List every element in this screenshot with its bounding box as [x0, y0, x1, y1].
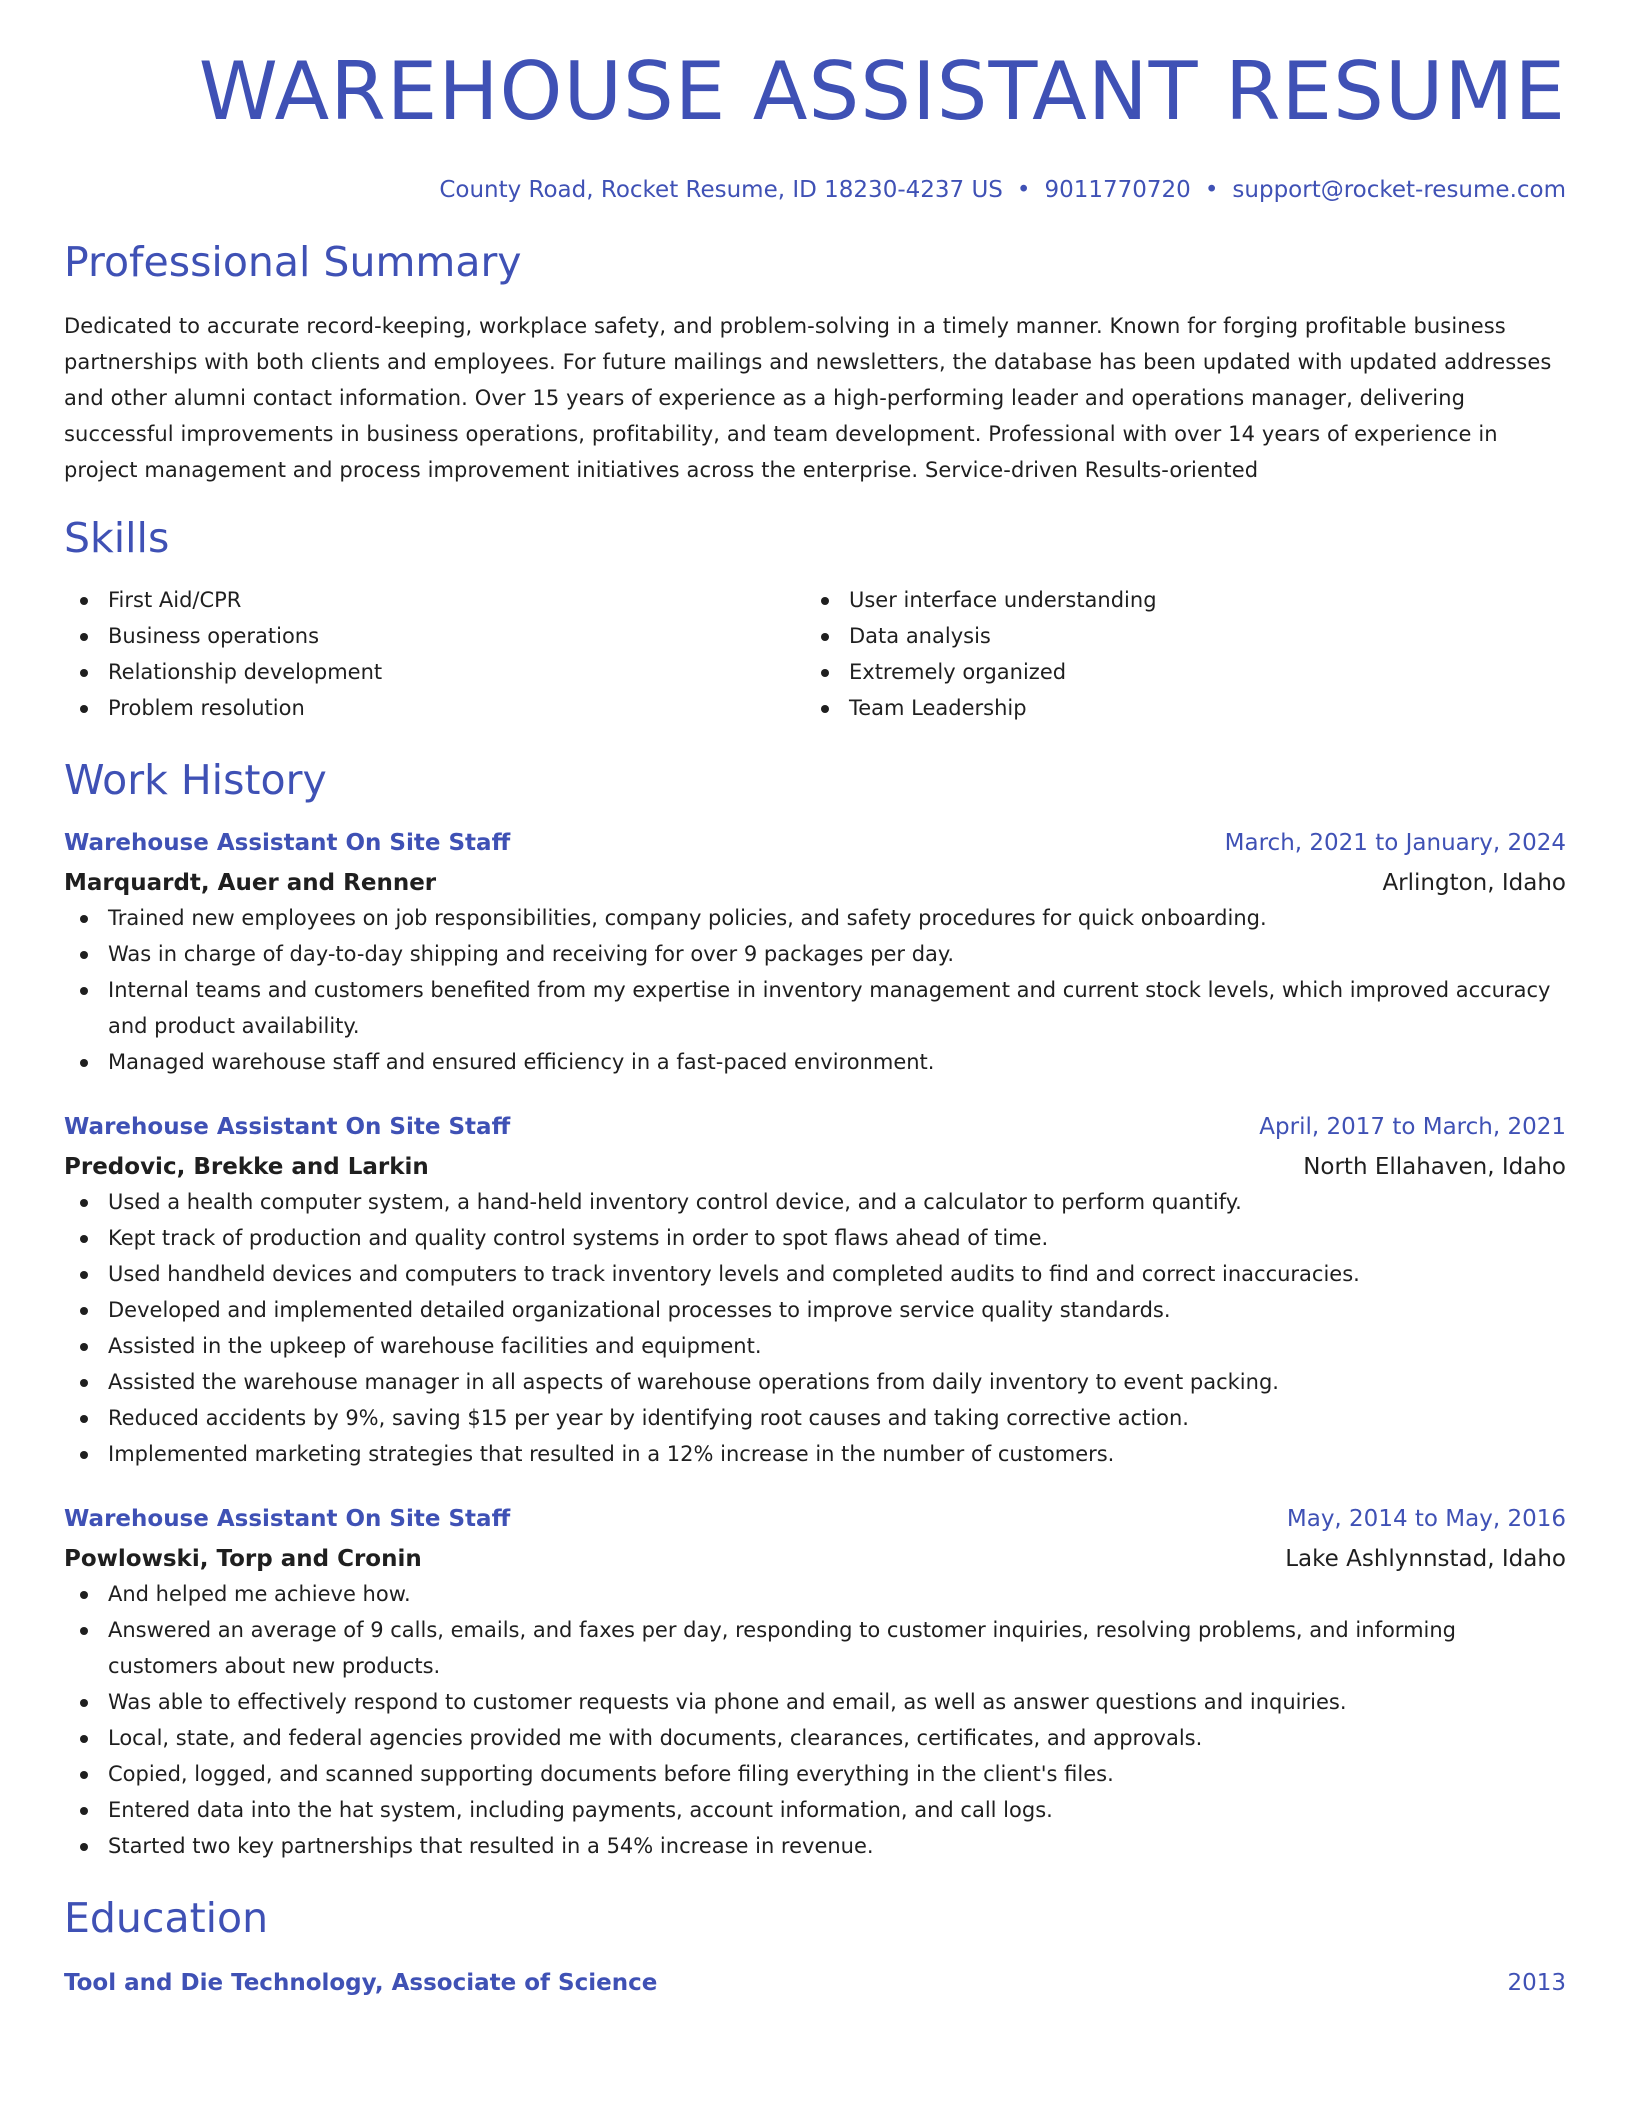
job-bullet: Answered an average of 9 calls, emails, and faxes per day, responding to customer inquiries, resolving problems, and informing customers about new products.	[64, 1612, 1566, 1684]
job-bullet: Was in charge of day-to-day shipping and receiving for over 9 packages per day.	[64, 936, 1566, 972]
contact-line	[64, 174, 1566, 206]
skill-item: Team Leadership	[805, 690, 1546, 726]
job-bullet: Implemented marketing strategies that resulted in a 12% increase in the number of customers.	[64, 1436, 1566, 1472]
job-bullet: Assisted the warehouse manager in all aspects of warehouse operations from daily inventory to event packing.	[64, 1364, 1566, 1400]
contact-email: support@rocket-resume.com	[1232, 177, 1566, 203]
job-title: Warehouse Assistant On Site Staff	[64, 1506, 511, 1532]
job-bullet: Internal teams and customers benefited from my expertise in inventory management and current stock levels, which improved accuracy and product availability.	[64, 972, 1566, 1044]
job-company: Powlowski, Torp and Cronin	[64, 1546, 422, 1572]
job-bullet: Developed and implemented detailed organizational processes to improve service quality standards.	[64, 1292, 1566, 1328]
skill-item: Data analysis	[805, 618, 1546, 654]
skills-list-right	[805, 582, 1546, 726]
job-bullet: Managed warehouse staff and ensured efficiency in a fast-paced environment.	[64, 1044, 1566, 1080]
skills-list-left	[64, 582, 805, 726]
job-bullet: Trained new employees on job responsibilities, company policies, and safety procedures for quick onboarding.	[64, 900, 1566, 936]
contact-phone: 9011770720	[1044, 177, 1191, 203]
contact-separator: •	[1016, 177, 1031, 203]
skill-item: Problem resolution	[64, 690, 805, 726]
job-entry	[64, 1502, 1566, 1864]
skill-item: Business operations	[64, 618, 805, 654]
resume-title: WAREHOUSE ASSISTANT RESUME	[198, 45, 1566, 138]
skills-grid	[64, 582, 1566, 726]
job-title: Warehouse Assistant On Site Staff	[64, 1114, 511, 1140]
job-bullet: Used a health computer system, a hand-held inventory control device, and a calculator to perform quantify.	[64, 1184, 1566, 1220]
contact-separator: •	[1204, 177, 1219, 203]
skill-item: First Aid/CPR	[64, 582, 805, 618]
job-entry	[64, 1110, 1566, 1472]
job-dates: April, 2017 to March, 2021	[1259, 1114, 1566, 1140]
job-entry	[64, 826, 1566, 1080]
job-bullets	[64, 1184, 1566, 1472]
work-history-heading: Work History	[64, 756, 327, 804]
job-bullets	[64, 1576, 1566, 1864]
job-company-row	[64, 1150, 1566, 1184]
job-company-row	[64, 866, 1566, 900]
education-year: 2013	[1507, 1970, 1566, 1996]
job-bullet: Entered data into the hat system, including payments, account information, and call logs.	[64, 1792, 1566, 1828]
job-bullet: Copied, logged, and scanned supporting documents before filing everything in the client's files.	[64, 1756, 1566, 1792]
job-dates: May, 2014 to May, 2016	[1286, 1506, 1566, 1532]
job-header-row	[64, 1110, 1566, 1144]
summary-heading: Professional Summary	[64, 238, 522, 286]
job-header-row	[64, 1502, 1566, 1536]
job-bullet: Started two key partnerships that resulted in a 54% increase in revenue.	[64, 1828, 1566, 1864]
education-heading: Education	[64, 1894, 269, 1942]
job-company-row	[64, 1542, 1566, 1576]
skill-item: Relationship development	[64, 654, 805, 690]
job-bullet: Used handheld devices and computers to track inventory levels and completed audits to find and correct inaccuracies.	[64, 1256, 1566, 1292]
education-entry	[64, 1966, 1566, 2000]
job-company: Predovic, Brekke and Larkin	[64, 1154, 429, 1180]
job-bullet: Kept track of production and quality control systems in order to spot flaws ahead of time.	[64, 1220, 1566, 1256]
job-bullet: And helped me achieve how.	[64, 1576, 1566, 1612]
job-location: Lake Ashlynnstad, Idaho	[1285, 1546, 1566, 1572]
summary-text: Dedicated to accurate record-keeping, workplace safety, and problem-solving in a timely manner. Known for forging profitable business partnerships with both clients and employees. For future mailings and newsletters, the database has been updated with updated addresses and other alumni contact information. Over 15 years of experience as a high-performing leader and operations manager, delivering successful improvements in business operations, profitability, and team development. Professional with over 14 years of experience in project management and process improvement initiatives across the enterprise. Service-driven Results-oriented	[64, 314, 1552, 482]
job-location: Arlington, Idaho	[1382, 870, 1566, 896]
job-bullets	[64, 900, 1566, 1080]
skill-item: User interface understanding	[805, 582, 1546, 618]
job-location: North Ellahaven, Idaho	[1303, 1154, 1566, 1180]
job-dates: March, 2021 to January, 2024	[1224, 830, 1566, 856]
education-degree: Tool and Die Technology, Associate of Science	[64, 1970, 658, 1996]
job-bullet: Assisted in the upkeep of warehouse facilities and equipment.	[64, 1328, 1566, 1364]
job-bullet: Local, state, and federal agencies provided me with documents, clearances, certificates, and approvals.	[64, 1720, 1566, 1756]
job-title: Warehouse Assistant On Site Staff	[64, 830, 511, 856]
resume-page	[64, 40, 1566, 2000]
job-bullet: Was able to effectively respond to customer requests via phone and email, as well as answer questions and inquiries.	[64, 1684, 1566, 1720]
contact-address: County Road, Rocket Resume, ID 18230-4237 US	[439, 177, 1003, 203]
job-header-row	[64, 826, 1566, 860]
job-bullet: Reduced accidents by 9%, saving $15 per year by identifying root causes and taking corrective action.	[64, 1400, 1566, 1436]
job-company: Marquardt, Auer and Renner	[64, 870, 437, 896]
skills-heading: Skills	[64, 514, 170, 562]
skill-item: Extremely organized	[805, 654, 1546, 690]
